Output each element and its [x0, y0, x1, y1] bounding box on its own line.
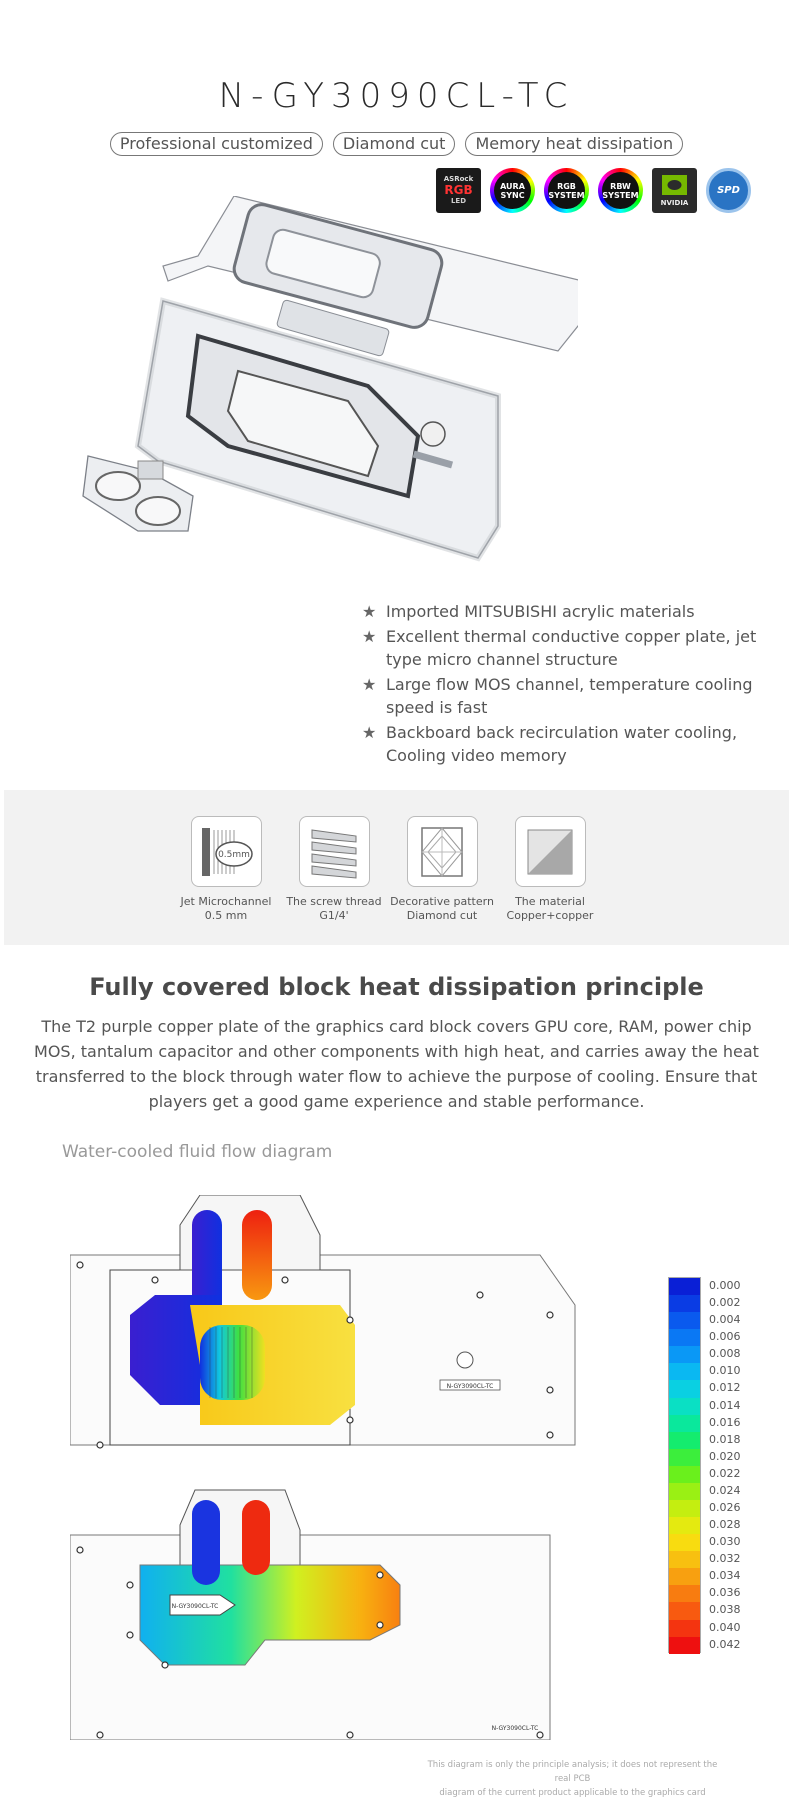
legend-value: 0.034: [709, 1569, 741, 1583]
principle-title: Fully covered block heat dissipation principle: [89, 973, 704, 1001]
legend-swatch: [669, 1329, 700, 1346]
legend-value: 0.038: [709, 1603, 741, 1617]
legend-value: 0.030: [709, 1535, 741, 1549]
legend-swatch: [669, 1363, 700, 1380]
material-icon: [515, 816, 586, 887]
feature-tags: [0, 132, 793, 156]
legend-swatch: [669, 1295, 700, 1312]
legend-value: 0.016: [709, 1415, 741, 1429]
legend-swatch: [669, 1568, 700, 1585]
legend-swatch: [669, 1398, 700, 1415]
spec-material: The material Copper+copper: [490, 816, 610, 923]
legend-value: 0.004: [709, 1313, 741, 1327]
bykski-rgb-system-logo: RGB SYSTEM: [544, 168, 589, 213]
svg-text:0.5mm: 0.5mm: [218, 849, 250, 860]
star-icon: ★: [362, 723, 377, 742]
feature-item: ★ Large flow MOS channel, temperature cooling speed is fast: [362, 675, 753, 717]
legend-swatch: [669, 1449, 700, 1466]
legend-value: 0.006: [709, 1330, 741, 1344]
legend-value: 0.012: [709, 1381, 741, 1395]
spec-jet-microchannel: 0.5mm Jet Microchannel 0.5 mm: [166, 816, 286, 923]
spec-screw-thread: The screw thread G1/4': [274, 816, 394, 923]
legend-swatch: [669, 1432, 700, 1449]
legend-value: 0.014: [709, 1398, 741, 1412]
legend-swatch: [669, 1602, 700, 1619]
bykski-rbw-system-logo: RBW SYSTEM: [598, 168, 643, 213]
back-block-flow-diagram: [70, 1490, 550, 1740]
principle-description: The T2 purple copper plate of the graphics card block covers GPU core, RAM, power chip MOS, tantalum capacitor and other components with high heat, and carries away the heat transferred to the block through water flow to achieve the purpose of cooling. Ensure that players get a good game experience and stable performance.: [34, 1017, 759, 1111]
legend-swatch: [669, 1500, 700, 1517]
asrock-rgb-led-logo: ASRock RGB LED: [436, 168, 481, 213]
asus-aura-sync-logo: AURA SYNC: [490, 168, 535, 213]
feature-list: [362, 600, 772, 769]
legend-swatch: [669, 1585, 700, 1602]
star-icon: ★: [362, 675, 377, 694]
feature-item: ★ Excellent thermal conductive copper plate, jet type micro channel structure: [362, 627, 757, 669]
star-icon: ★: [362, 602, 377, 621]
legend-swatch: [669, 1466, 700, 1483]
legend-swatch: [669, 1312, 700, 1329]
feature-item: ★ Backboard back recirculation water cooling, Cooling video memory: [362, 723, 738, 765]
legend-swatch: [669, 1620, 700, 1637]
legend-swatch: [669, 1415, 700, 1432]
legend-value: 0.018: [709, 1432, 741, 1446]
legend-value: 0.008: [709, 1347, 741, 1361]
legend-value: 0.022: [709, 1466, 741, 1480]
legend-value: 0.040: [709, 1620, 741, 1634]
nvidia-logo: [652, 168, 697, 213]
microchannel-icon: [191, 816, 262, 887]
fluid-flow-diagrams: [70, 1195, 650, 1740]
legend-swatch: [669, 1483, 700, 1500]
star-icon: ★: [362, 627, 377, 646]
flow-velocity-legend-labels: [709, 1280, 741, 1656]
screw-thread-icon: [299, 816, 370, 887]
diagram-caption: Water-cooled fluid flow diagram: [62, 1142, 333, 1162]
flow-velocity-legend-bar: [668, 1277, 701, 1653]
spd-logo: SPD: [706, 168, 751, 213]
feature-item: ★ Imported MITSUBISHI acrylic materials: [362, 602, 695, 621]
main-block-illustration: [138, 299, 498, 558]
legend-value: 0.028: [709, 1518, 741, 1532]
svg-text:N-GY3090CL-TC: N-GY3090CL-TC: [171, 1603, 219, 1610]
legend-swatch: [669, 1637, 700, 1654]
legend-swatch: [669, 1278, 700, 1295]
svg-text:N-GY3090CL-TC: N-GY3090CL-TC: [491, 1725, 539, 1732]
legend-swatch: [669, 1534, 700, 1551]
legend-value: 0.000: [709, 1279, 741, 1292]
tag-diamond-cut: Diamond cut: [333, 132, 456, 156]
svg-text:N-GY3090CL-TC: N-GY3090CL-TC: [446, 1383, 494, 1390]
product-model-title: N-GY3090CL-TC: [218, 76, 575, 116]
legend-swatch: [669, 1517, 700, 1534]
legend-value: 0.042: [709, 1637, 741, 1651]
spec-decorative-pattern: Decorative pattern Diamond cut: [382, 816, 502, 923]
legend-value: 0.036: [709, 1586, 741, 1600]
legend-value: 0.026: [709, 1501, 741, 1515]
front-block-flow-diagram: [70, 1195, 575, 1448]
legend-value: 0.002: [709, 1296, 741, 1310]
water-block-illustration: [78, 196, 578, 616]
tag-memory-heat-dissipation: Memory heat dissipation: [465, 132, 683, 156]
legend-swatch: [669, 1346, 700, 1363]
legend-value: 0.024: [709, 1483, 741, 1497]
diagram-disclaimer: This diagram is only the principle analysis; it does not represent the real PCB diagram of the current product applicable to the graphics card: [427, 1760, 718, 1798]
diamond-pattern-icon: [407, 816, 478, 887]
spec-band: [4, 790, 789, 945]
legend-swatch: [669, 1551, 700, 1568]
legend-value: 0.020: [709, 1449, 741, 1463]
svg-text:NVIDIA: NVIDIA: [660, 199, 689, 207]
tag-professional-customized: Professional customized: [110, 132, 323, 156]
legend-value: 0.032: [709, 1552, 741, 1566]
legend-value: 0.010: [709, 1364, 741, 1378]
legend-swatch: [669, 1380, 700, 1397]
